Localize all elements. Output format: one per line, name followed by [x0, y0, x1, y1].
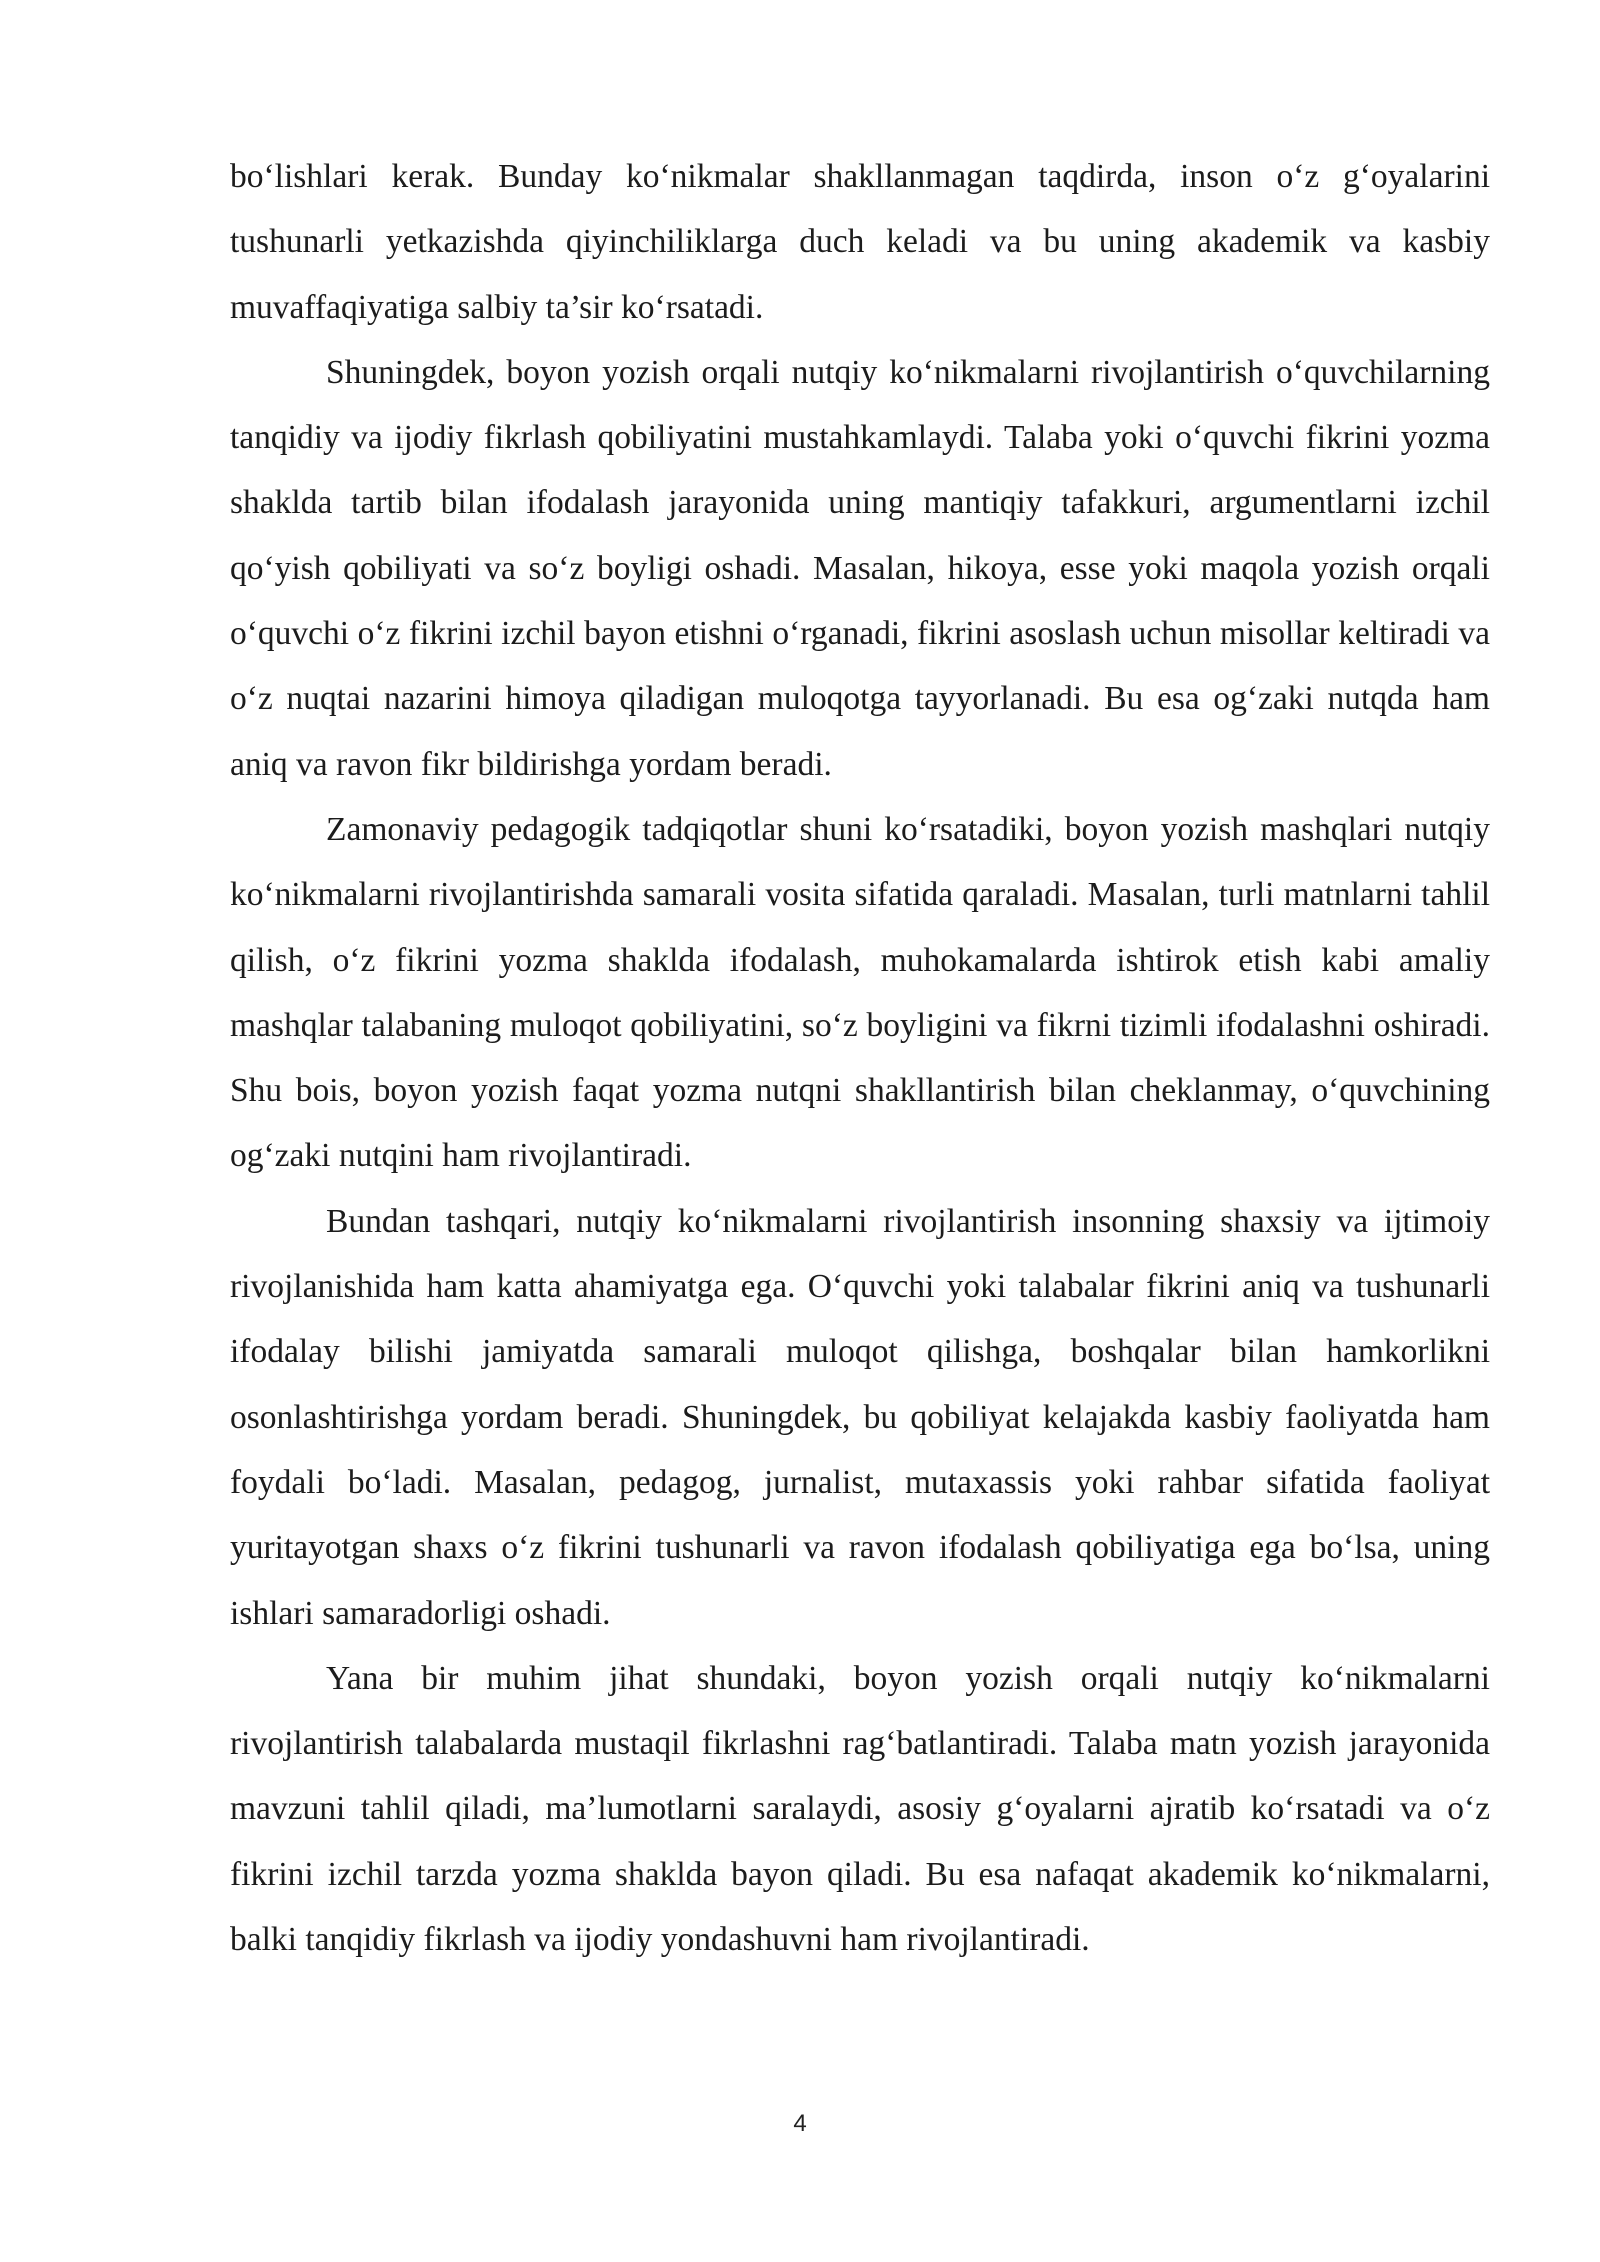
body-text	[230, 144, 1490, 1972]
paragraph: Shuningdek, boyon yozish orqali nutqiy ko‘nikmalarni rivojlantirish o‘quvchilarning tanqidiy va ijodiy fikrlash qobiliyatini mustahkamlaydi. Talaba yoki o‘quvchi fikrini yozma shaklda tartib bilan ifodalash jarayonida uning mantiqiy tafakkuri, argumentlarni izchil qo‘yish qobiliyati va so‘z boyligi oshadi. Masalan, hikoya, esse yoki maqola yozish orqali o‘quvchi o‘z fikrini izchil bayon etishni o‘rganadi, fikrini asoslash uchun misollar keltiradi va o‘z nuqtai nazarini himoya qiladigan muloqotga tayyorlanadi. Bu esa og‘zaki nutqda ham aniq va ravon fikr bildirishga yordam beradi.	[230, 353, 1490, 783]
paragraph: Zamonaviy pedagogik tadqiqotlar shuni ko‘rsatadiki, boyon yozish mashqlari nutqiy ko‘nikmalarni rivojlantirishda samarali vosita sifatida qaraladi. Masalan, turli matnlarni tahlil qilish, o‘z fikrini yozma shaklda ifodalash, muhokamalarda ishtirok etish kabi amaliy mashqlar talabaning muloqot qobiliyatini, so‘z boyligini va fikrni tizimli ifodalashni oshiradi. Shu bois, boyon yozish faqat yozma nutqni shakllantirish bilan cheklanmay, o‘quvchining og‘zaki nutqini ham rivojlantiradi.	[230, 810, 1490, 1175]
paragraph: Yana bir muhim jihat shundaki, boyon yozish orqali nutqiy ko‘nikmalarni rivojlantirish talabalarda mustaqil fikrlashni rag‘batlantiradi. Talaba matn yozish jarayonida mavzuni tahlil qiladi, ma’lumotlarni saralaydi, asosiy g‘oyalarni ajratib ko‘rsatadi va o‘z fikrini izchil tarzda yozma shaklda bayon qiladi. Bu esa nafaqat akademik ko‘nikmalarni, balki tanqidiy fikrlash va ijodiy yondashuvni ham rivojlantiradi.	[230, 1659, 1490, 1959]
paragraph: Bundan tashqari, nutqiy ko‘nikmalarni rivojlantirish insonning shaxsiy va ijtimoiy rivojlanishida ham katta ahamiyatga ega. O‘quvchi yoki talabalar fikrini aniq va tushunarli ifodalay bilishi jamiyatda samarali muloqot qilishga, boshqalar bilan hamkorlikni osonlashtirishga yordam beradi. Shuningdek, bu qobiliyat kelajakda kasbiy faoliyatda ham foydali bo‘ladi. Masalan, pedagog, jurnalist, mutaxassis yoki rahbar sifatida faoliyat yuritayotgan shaxs o‘z fikrini tushunarli va ravon ifodalash qobiliyatiga ega bo‘lsa, uning ishlari samaradorligi oshadi.	[230, 1202, 1490, 1632]
paragraph-continuation: bo‘lishlari kerak. Bunday ko‘nikmalar shakllanmagan taqdirda, inson o‘z g‘oyalarini tushunarli yetkazishda qiyinchiliklarga duch keladi va bu uning akademik va kasbiy muvaffaqiyatiga salbiy ta’sir ko‘rsatadi.	[230, 158, 1490, 326]
page-number: 4	[793, 2110, 807, 2137]
